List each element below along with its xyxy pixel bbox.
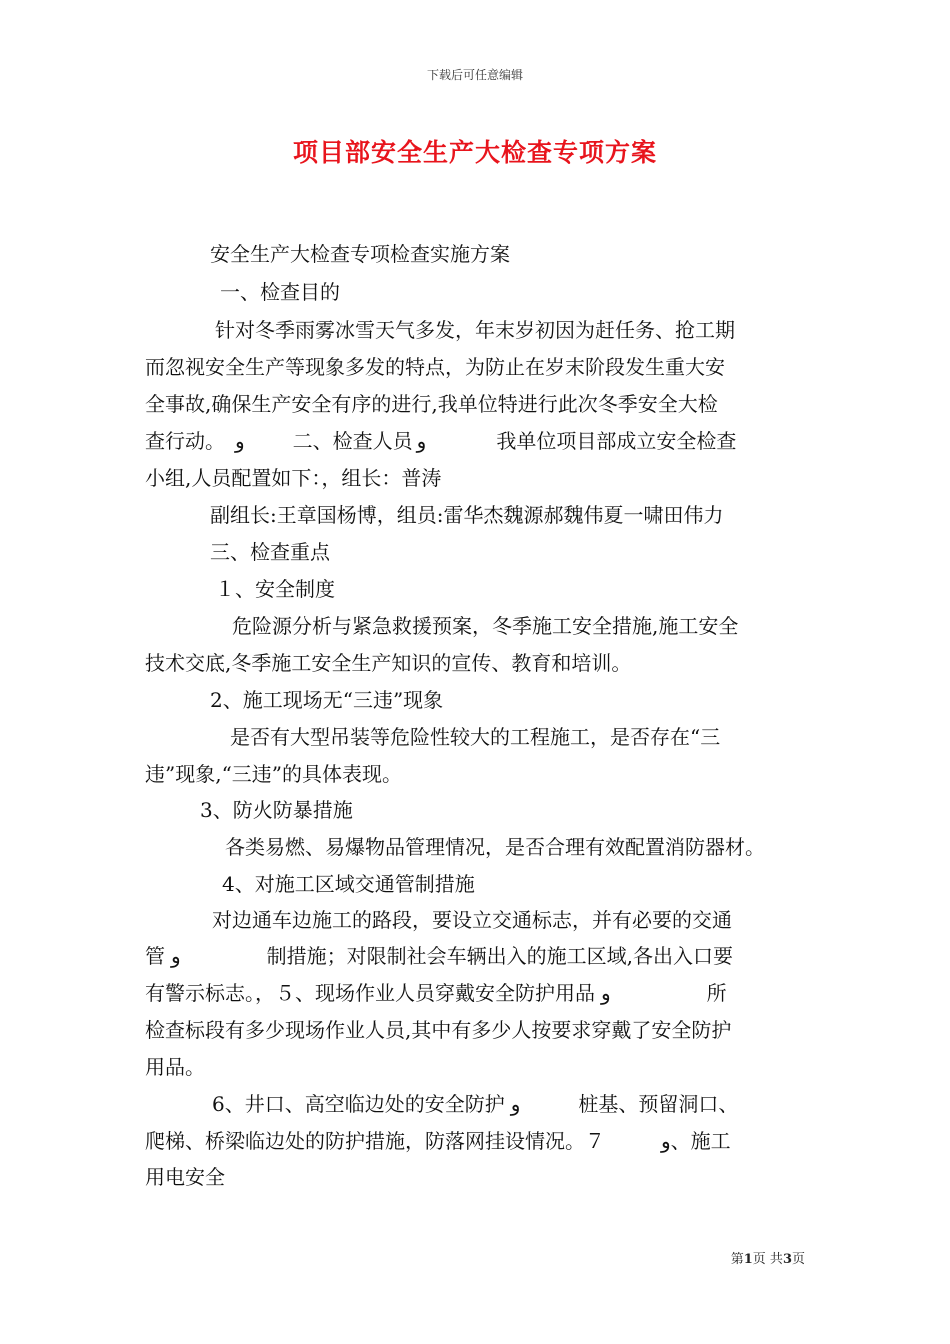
paragraph-line: 各类易燃、易爆物品管理情况，是否合理有效配置消防器材。 — [225, 835, 765, 859]
paragraph-line: 违”现象,“三违”的具体表现。 — [145, 762, 403, 786]
stray-glyph: و — [661, 1129, 671, 1153]
paragraph-line — [145, 979, 727, 1007]
paragraph-line — [145, 942, 733, 970]
total-pages: 3 — [782, 1252, 792, 1267]
section-heading: 三、检查重点 — [210, 540, 330, 564]
page-number — [731, 1248, 805, 1267]
subsection-heading: 4、对施工区域交通管制措施 — [222, 872, 475, 896]
paragraph-line: 而忽视安全生产等现象多发的特点，为防止在岁末阶段发生重大安 — [145, 355, 725, 379]
page-number-suffix: 页 — [791, 1252, 805, 1267]
stray-glyph: و — [171, 944, 181, 968]
paragraph-line: 针对冬季雨雾冰雪天气多发，年末岁初因为赶任务、抢工期 — [215, 318, 735, 342]
paragraph-line: 是否有大型吊装等危险性较大的工程施工，是否存在“三 — [230, 725, 721, 749]
line-segment: 查行动。 — [145, 429, 225, 453]
stray-glyph: و — [601, 981, 611, 1005]
paragraph-line: 危险源分析与紧急救援预案，冬季施工安全措施,施工安全 — [232, 614, 739, 638]
stray-glyph: و — [416, 429, 427, 453]
paragraph-line — [145, 1127, 731, 1155]
paragraph-line: 用品。 — [145, 1055, 205, 1079]
paragraph-line: 用电安全 — [145, 1165, 225, 1189]
line-segment: 制措施；对限制社会车辆出入的施工区域,各出入口要 — [266, 944, 734, 968]
line-segment: 所 — [706, 981, 727, 1005]
subsection-heading: 3、防火防暴措施 — [200, 798, 353, 822]
paragraph-line: 安全生产大检查专项检查实施方案 — [210, 242, 510, 266]
paragraph-line: 副组长:王章国杨博，组员:雷华杰魏源郝魏伟夏一啸田伟力 — [210, 503, 724, 527]
line-segment: 桩基、预留洞口、 — [578, 1092, 739, 1116]
line-segment: 我单位项目部成立安全检查 — [496, 429, 737, 453]
subsection-heading: 6、井口、高空临边处的安全防护 — [212, 1092, 505, 1116]
page-number-middle: 页 共 — [752, 1252, 783, 1267]
subsection-heading: １、安全制度 — [215, 577, 335, 601]
paragraph-line — [145, 427, 736, 455]
line-segment: 、施工 — [670, 1129, 731, 1153]
page-number-prefix: 第 — [730, 1252, 744, 1267]
stray-glyph: و — [510, 1092, 521, 1116]
document-title: 项目部安全生产大检查专项方案 — [292, 138, 657, 167]
current-page: 1 — [743, 1252, 753, 1267]
line-segment: 管 — [145, 944, 165, 968]
paragraph-line: 对边通车边施工的路段，要设立交通标志，并有必要的交通 — [212, 908, 732, 932]
paragraph-line: 全事故,确保生产安全有序的进行,我单位特进行此次冬季安全大检 — [145, 392, 718, 416]
section-heading: 二、检查人员 — [292, 429, 413, 453]
paragraph-line: 技术交底,冬季施工安全生产知识的宣传、教育和培训。 — [145, 651, 632, 675]
paragraph-line: 小组,人员配置如下：，组长：普涛 — [145, 466, 442, 490]
stray-glyph: و — [235, 429, 245, 453]
header-note: 下载后可任意编辑 — [426, 68, 523, 82]
paragraph-line — [212, 1090, 738, 1118]
subsection-heading: 2、施工现场无“三违”现象 — [210, 688, 444, 712]
paragraph-line: 检查标段有多少现场作业人员,其中有多少人按要求穿戴了安全防护 — [145, 1018, 732, 1042]
line-segment: 有警示标志。，５、现场作业人员穿戴安全防护用品 — [145, 981, 595, 1005]
section-heading: 一、检查目的 — [220, 280, 340, 304]
line-segment: 爬梯、桥梁临边处的防护措施，防落网挂设情况。７ — [145, 1129, 605, 1153]
